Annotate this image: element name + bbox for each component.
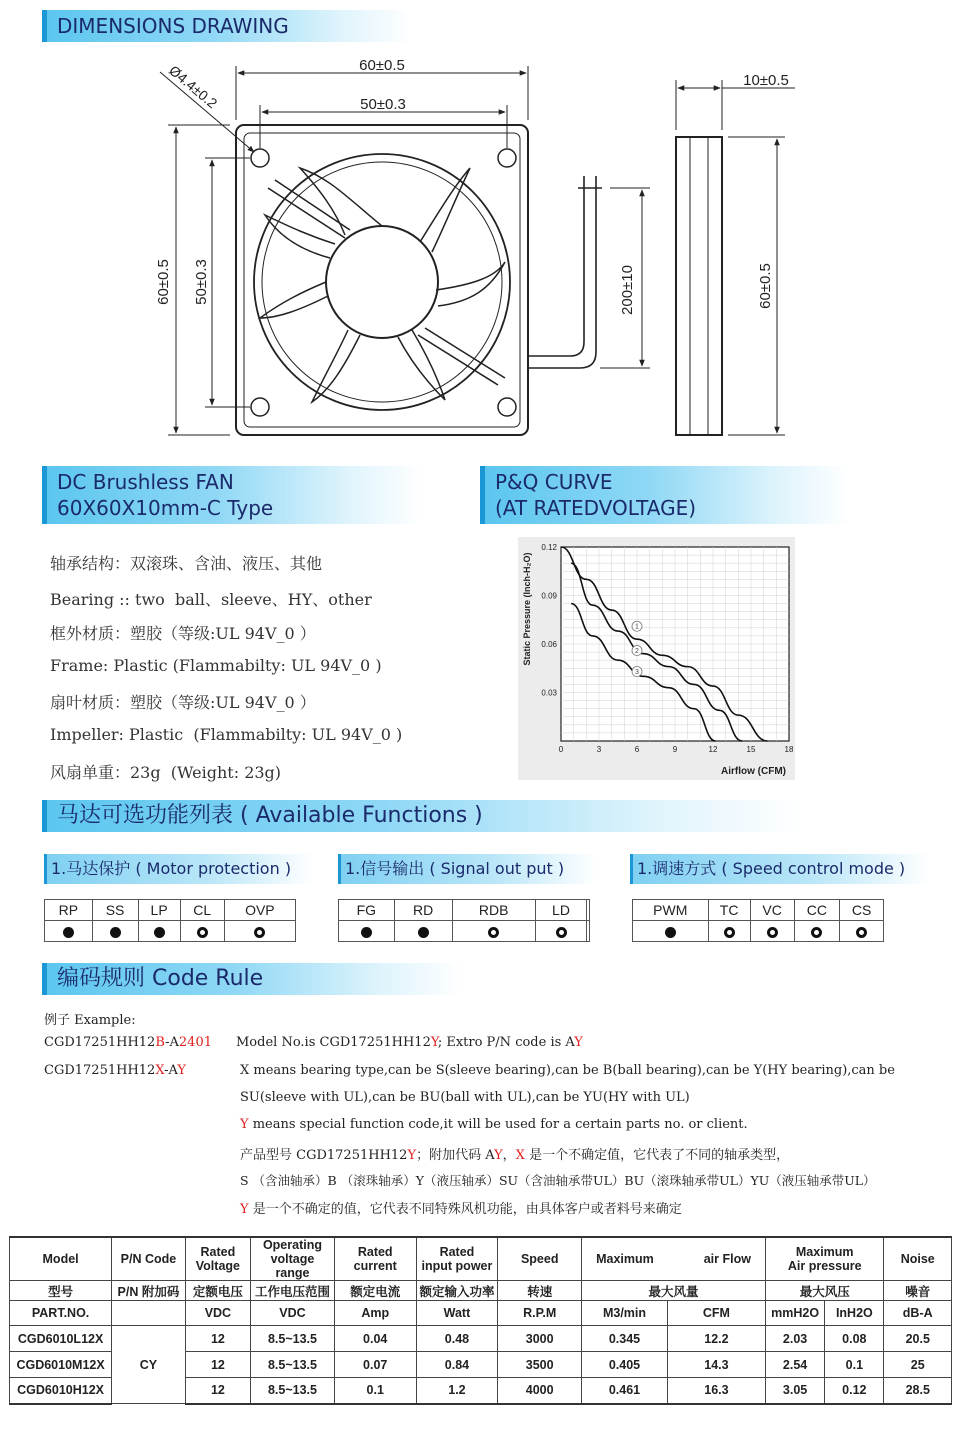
open-dot-icon: [856, 927, 867, 938]
ex2-y: Y: [177, 1063, 186, 1078]
example-code-2: [44, 1063, 186, 1078]
fan-hub: [326, 226, 438, 338]
cn-press: 最大风压: [765, 1281, 884, 1301]
row2-rv: 12: [185, 1378, 250, 1404]
cn-rp: 额定输入功率: [416, 1281, 498, 1301]
protection-h2: LP: [138, 900, 180, 921]
row1-model: CGD6010M12X: [10, 1352, 112, 1378]
functions-banner: [42, 800, 802, 832]
pq-series-label: 2: [635, 647, 639, 655]
u-inh2o: InH2O: [825, 1301, 884, 1326]
pq-x-tick: 18: [784, 745, 794, 754]
dim-side-height: 60±0.5: [757, 263, 774, 309]
protection-title: 1.马达保护 ( Motor protection ): [44, 854, 314, 884]
pq-y-tick: 0.09: [541, 591, 557, 601]
u-part: PART.NO.: [10, 1301, 112, 1326]
protection-h4: OVP: [224, 900, 295, 921]
spec-frame-en: Frame: Plastic (Flammabilty: UL 94V_0 ): [50, 656, 382, 675]
row0-rc: 0.04: [334, 1326, 416, 1352]
cn-noise: 噪音: [884, 1281, 952, 1301]
row1-rp: 0.84: [416, 1352, 498, 1378]
pq-chart: [518, 537, 795, 780]
u-dba: dB-A: [884, 1301, 952, 1326]
rule-line-7: [240, 1198, 682, 1217]
ex2-dash: -A: [164, 1063, 178, 1078]
pq-series-label: 3: [635, 668, 639, 676]
protection-m0: [45, 921, 93, 942]
row0-noise: 20.5: [884, 1326, 952, 1352]
speed-h1: TC: [708, 900, 750, 921]
signal-h1: RD: [394, 900, 452, 921]
speed-title: 1.调速方式 ( Speed control mode ): [630, 854, 930, 884]
filled-dot-icon: [63, 927, 74, 938]
spec-weight: 风扇单重：23g (Weight: 23g): [50, 763, 282, 782]
filled-dot-icon: [361, 927, 372, 938]
code-rule-title: 编码规则 Code Rule: [57, 966, 264, 991]
protection-h1: SS: [92, 900, 138, 921]
row2-rp: 1.2: [416, 1378, 498, 1404]
cn-model: 型号: [10, 1281, 112, 1301]
row0-m3: 0.345: [582, 1326, 668, 1352]
rule4-text: means special function code,it will be used for a certain parts no. or client.: [248, 1117, 748, 1132]
pq-x-tick: 0: [558, 745, 564, 754]
signal-title: 1.信号输出 ( Signal out put ): [338, 854, 596, 884]
signal-h2: RDB: [452, 900, 535, 921]
th-pn: P/N Code: [112, 1237, 186, 1281]
rule7-text: 是一个不确定的值，它代表不同特殊风机功能，由具体客户或者料号来确定: [248, 1202, 682, 1217]
speed-h4: CS: [840, 900, 884, 921]
th-ov2: voltage range: [270, 1252, 315, 1280]
example-code-1: [44, 1035, 212, 1050]
th-rc2: current: [353, 1259, 397, 1273]
fan-type-banner: [42, 466, 422, 524]
fan-side-view: [676, 137, 722, 435]
pq-y-tick: 0.06: [541, 640, 557, 649]
rule-line-4: [240, 1117, 748, 1132]
signal-m1: [394, 921, 452, 942]
speed-table: [632, 899, 884, 942]
row1-m3: 0.405: [582, 1352, 668, 1378]
th-max-airflow: [582, 1237, 766, 1281]
signal-h4: [587, 900, 590, 921]
rule1-y: Y: [430, 1035, 438, 1050]
th-maxflow-b: air Flow: [703, 1252, 751, 1266]
rule1-c: Y: [574, 1035, 583, 1050]
row1-speed: 3500: [498, 1352, 582, 1378]
protection-m1: [92, 921, 138, 942]
protection-h3: CL: [180, 900, 224, 921]
row0-inh2o: 0.08: [825, 1326, 884, 1352]
pn-code-cell: CY: [112, 1326, 186, 1404]
filled-dot-icon: [110, 927, 121, 938]
rule-line-3: SU(sleeve with UL),can be BU(ball with UL),can be YU(HY with UL): [240, 1090, 690, 1105]
functions-title: 马达可选功能列表 ( Available Functions ): [57, 803, 483, 828]
spec-bearing-en: Bearing :: two ball、sleeve、HY、other: [50, 590, 372, 609]
ex1-bearing: B: [155, 1035, 166, 1050]
row1-rc: 0.07: [334, 1352, 416, 1378]
rule1-b: ; Extro P/N code is A: [437, 1035, 575, 1050]
pq-y-tick: 0.12: [541, 543, 557, 552]
th-noise: Noise: [884, 1237, 952, 1281]
dim-hole: Ø4.4±0.2: [166, 62, 221, 112]
row1-noise: 25: [884, 1352, 952, 1378]
rule5-y: Y: [407, 1148, 417, 1163]
row2-cfm: 16.3: [667, 1378, 765, 1404]
protection-m2: [138, 921, 180, 942]
signal-h0: FG: [339, 900, 395, 921]
spec-bearing-cn: 轴承结构：双滚珠、含油、液压、其他: [50, 554, 323, 573]
pq-xlabel: Airflow (CFM): [721, 766, 786, 777]
ex2-x: X: [155, 1063, 165, 1078]
filled-dot-icon: [418, 927, 429, 938]
rule4-y: Y: [240, 1117, 249, 1132]
pq-x-tick: 9: [672, 745, 678, 754]
open-dot-icon: [556, 927, 567, 938]
dimensions-title: DIMENSIONS DRAWING: [57, 14, 289, 38]
pq-ylabel: Static Pressure (Inch-H₂O): [522, 552, 532, 666]
th-rp1: Rated: [439, 1245, 475, 1259]
speed-m3: [794, 921, 840, 942]
speed-h3: CC: [794, 900, 840, 921]
th-rated-voltage: [185, 1237, 250, 1281]
mount-hole-tr: [498, 149, 516, 167]
filled-dot-icon: [154, 927, 165, 938]
signal-m2: [452, 921, 535, 942]
signal-m0: [339, 921, 395, 942]
ex1-tail: 2401: [178, 1035, 212, 1050]
rule7-y: Y: [240, 1202, 249, 1217]
row2-inh2o: 0.12: [825, 1378, 884, 1404]
th-speed: Speed: [498, 1237, 582, 1281]
cn-rv: 定额电压: [185, 1281, 250, 1301]
rule5-x: X: [515, 1148, 525, 1163]
u-rpm: R.P.M: [498, 1301, 582, 1326]
open-dot-icon: [767, 927, 778, 938]
rule5-e: 是一个不确定值，它代表了不同的轴承类型，: [524, 1148, 790, 1163]
open-dot-icon: [197, 927, 208, 938]
th-ap1: Maximum: [795, 1245, 854, 1259]
u-m3: M3/min: [582, 1301, 668, 1326]
row2-noise: 28.5: [884, 1378, 952, 1404]
dim-width-inner: 50±0.3: [360, 96, 406, 113]
u-cfm: CFM: [667, 1301, 765, 1326]
row2-mmh2o: 3.05: [765, 1378, 824, 1404]
th-model: Model: [10, 1237, 112, 1281]
row0-rv: 12: [185, 1326, 250, 1352]
spec-impeller-cn: 扇叶材质：塑胶（等级:UL 94V_0 ）: [50, 693, 316, 712]
th-rated-current: [334, 1237, 416, 1281]
ex1-base: CGD17251HH12: [44, 1035, 156, 1050]
open-dot-icon: [254, 927, 265, 938]
row0-ov: 8.5~13.5: [251, 1326, 335, 1352]
u-vdc2: VDC: [251, 1301, 335, 1326]
protection-m3: [180, 921, 224, 942]
rule5-b: ；附加代码 A: [416, 1148, 495, 1163]
cn-rc: 额定电流: [334, 1281, 416, 1301]
spec-frame-cn: 框外材质：塑胶（等级:UL 94V_0 ）: [50, 624, 316, 643]
rule-line-2: [240, 1063, 895, 1078]
row1-cfm: 14.3: [667, 1352, 765, 1378]
row1-ov: 8.5~13.5: [251, 1352, 335, 1378]
spec-table: [9, 1236, 952, 1405]
rule5-a: 产品型号 CGD17251HH12: [240, 1148, 408, 1163]
th-operating-voltage: [251, 1237, 335, 1281]
fan-frame-outline: [236, 125, 528, 435]
pq-x-tick: 3: [596, 745, 602, 754]
row2-model: CGD6010H12X: [10, 1378, 112, 1404]
cn-pn: P/N 附加码: [112, 1281, 186, 1301]
dim-wire: 200±10: [619, 265, 636, 315]
u-mmh2o: mmH2O: [765, 1301, 824, 1326]
cn-speed: 转速: [498, 1281, 582, 1301]
th-rv1: Rated: [200, 1245, 236, 1259]
pq-line2: (AT RATEDVOLTAGE): [495, 496, 697, 520]
open-dot-icon: [724, 927, 735, 938]
fan-wire: [528, 176, 602, 368]
signal-m3: [535, 921, 586, 942]
pq-x-tick: 12: [708, 745, 718, 754]
speed-h0: PWM: [633, 900, 709, 921]
cn-ov: 工作电压范围: [251, 1281, 335, 1301]
ex1-dash: -A: [165, 1035, 179, 1050]
table-row: [10, 1326, 952, 1352]
row2-m3: 0.461: [582, 1378, 668, 1404]
dim-height-outer: 60±0.5: [155, 259, 172, 305]
spec-impeller-en: Impeller: Plastic (Flammabilty: UL 94V_0 ): [50, 725, 403, 744]
speed-h2: VC: [750, 900, 794, 921]
dim-height-inner: 50±0.3: [193, 259, 210, 305]
speed-m2: [750, 921, 794, 942]
rule1-a: Model No.is CGD17251HH12: [236, 1035, 431, 1050]
th-rp2: input power: [421, 1259, 493, 1273]
speed-m4: [840, 921, 884, 942]
rule5-c: Y: [494, 1148, 503, 1163]
th-max-pressure: [765, 1237, 884, 1281]
th-ov1: Operating: [262, 1238, 322, 1252]
rule-line-6: S （含油轴承）B （滚珠轴承）Y（液压轴承）SU（含油轴承带UL）BU（滚珠轴承带UL）YU（液压轴承带UL）: [240, 1173, 876, 1188]
dimensions-drawing: [140, 50, 820, 450]
cn-flow: 最大风量: [582, 1281, 766, 1301]
rule5-d: ，: [502, 1148, 516, 1163]
pq-x-tick: 6: [634, 745, 640, 754]
fan-type-line2: 60X60X10mm-C Type: [57, 496, 274, 520]
rule-line-5: [240, 1144, 789, 1163]
row1-mmh2o: 2.54: [765, 1352, 824, 1378]
u-vdc1: VDC: [185, 1301, 250, 1326]
ex2-base: CGD17251HH12: [44, 1063, 156, 1078]
dim-thickness: 10±0.5: [743, 72, 789, 89]
row0-cfm: 12.2: [667, 1326, 765, 1352]
protection-m4: [224, 921, 295, 942]
signal-h3: LD: [535, 900, 586, 921]
th-rc1: Rated: [357, 1245, 393, 1259]
code-rule-banner: [42, 963, 462, 995]
u-watt: Watt: [416, 1301, 498, 1326]
row2-rc: 0.1: [334, 1378, 416, 1404]
row0-speed: 3000: [498, 1326, 582, 1352]
row0-mmh2o: 2.03: [765, 1326, 824, 1352]
row2-speed: 4000: [498, 1378, 582, 1404]
th-ap2: Air pressure: [787, 1259, 862, 1273]
protection-table: [44, 899, 296, 942]
pq-x-tick: 15: [746, 745, 756, 754]
protection-h0: RP: [45, 900, 93, 921]
row2-ov: 8.5~13.5: [251, 1378, 335, 1404]
mount-hole-bl: [251, 398, 269, 416]
speed-m0: [633, 921, 709, 942]
th-rated-power: [416, 1237, 498, 1281]
u-amp: Amp: [334, 1301, 416, 1326]
row0-rp: 0.48: [416, 1326, 498, 1352]
open-dot-icon: [488, 927, 499, 938]
speed-m1: [708, 921, 750, 942]
rule2-x: X: [240, 1063, 250, 1078]
row1-inh2o: 0.1: [825, 1352, 884, 1378]
mount-hole-br: [498, 398, 516, 416]
dim-width-outer: 60±0.5: [359, 57, 405, 74]
row1-rv: 12: [185, 1352, 250, 1378]
pq-y-tick: 0.03: [541, 688, 557, 698]
pq-curve-banner: [480, 466, 850, 524]
example-label: 例子 Example:: [44, 1013, 136, 1028]
fan-type-line1: DC Brushless FAN: [57, 470, 234, 494]
pq-series-label: 1: [635, 623, 639, 631]
open-dot-icon: [811, 927, 822, 938]
rule2-text: means bearing type,can be S(sleeve bearing),can be B(ball bearing),can be Y(HY bearing),can be: [249, 1063, 895, 1078]
rule-line-1: [236, 1035, 583, 1050]
signal-m4: [587, 921, 590, 942]
dimensions-banner: [42, 10, 412, 42]
row0-model: CGD6010L12X: [10, 1326, 112, 1352]
th-maxflow-a: Maximum: [596, 1252, 654, 1266]
signal-table: [338, 899, 590, 942]
th-rv2: Voltage: [195, 1259, 240, 1273]
filled-dot-icon: [665, 927, 676, 938]
u-pn-empty: [112, 1301, 186, 1326]
pq-line1: P&Q CURVE: [495, 470, 613, 494]
